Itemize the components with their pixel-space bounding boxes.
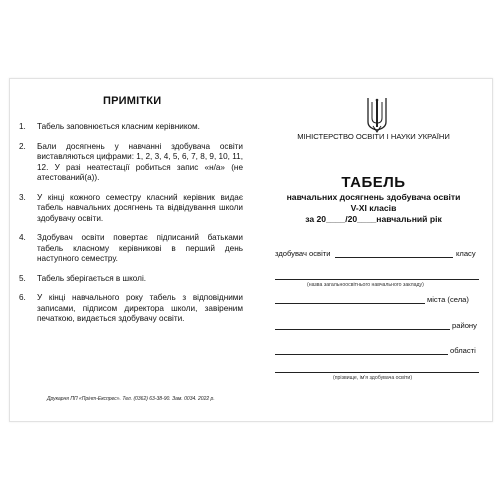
- student-label: здобувач освіти: [275, 249, 331, 258]
- note-number: 5.: [19, 273, 26, 283]
- note-text: Бали досягнень у навчанні здобувача освіти виставляються цифрами: 1, 2, 3, 4, 5, 6, 7, 8, 9, 10, 11, 12. У разі неатестації робиться запис «н/а» (не атестований(а)).: [37, 141, 243, 182]
- region-label: області: [450, 346, 476, 355]
- note-text: Табель зберігається в школі.: [37, 273, 147, 283]
- note-item: [19, 233, 243, 265]
- note-item: [19, 142, 243, 184]
- note-text: Табель заповнюється класним керівником.: [37, 122, 200, 131]
- notes-title: ПРИМІТКИ: [103, 95, 162, 107]
- city-label: міста (села): [427, 295, 469, 304]
- school-caption: (назва загальноосвітнього навчального закладу): [307, 282, 424, 288]
- printer-info: Друкарня ПП «Прінт-Експрес». Тел. (0362) 63-38-90. Зам. 0034. 2022 р.: [47, 396, 215, 402]
- note-number: 1.: [19, 122, 26, 131]
- class-label: класу: [456, 249, 476, 258]
- student-name-line[interactable]: [335, 257, 453, 258]
- school-name-line[interactable]: [275, 279, 479, 280]
- notes-list: [19, 122, 243, 334]
- school-year: за 20____/20____навчальний рік: [305, 214, 442, 224]
- note-number: 4.: [19, 233, 26, 242]
- note-number: 3.: [19, 192, 26, 202]
- note-number: 6.: [19, 293, 26, 302]
- note-item: [19, 122, 243, 133]
- grades-range: V-XI класів: [350, 203, 397, 213]
- note-text: У кінці навчального року табель з відповідними записами, підписом директора школи, завіреним печаткою, видається здобувачу освіти.: [37, 293, 243, 323]
- district-line[interactable]: [275, 329, 450, 330]
- note-item: [19, 274, 243, 285]
- document-title: ТАБЕЛЬ: [341, 174, 406, 191]
- note-item: [19, 293, 243, 325]
- signature-caption: (прізвище, ім'я здобувача освіти): [333, 375, 413, 381]
- student-signature-line[interactable]: [275, 372, 479, 373]
- note-text: Здобувач освіти повертає підписаний батьками табель класному керівникові в перший день наступного семестру.: [37, 233, 243, 263]
- note-number: 2.: [19, 141, 26, 151]
- trident-icon: [365, 96, 389, 134]
- region-line[interactable]: [275, 354, 448, 355]
- ministry-name: МІНІСТЕРСТВО ОСВІТИ І НАУКИ УКРАЇНИ: [297, 132, 450, 141]
- district-label: району: [452, 321, 477, 330]
- city-line[interactable]: [275, 303, 425, 304]
- document-subtitle: навчальних досягнень здобувача освіти: [286, 192, 461, 202]
- note-text: У кінці кожного семестру класний керівник видає табель навчальних досягнень та відвідування школи здобувачу освіти.: [37, 192, 243, 223]
- note-item: [19, 193, 243, 225]
